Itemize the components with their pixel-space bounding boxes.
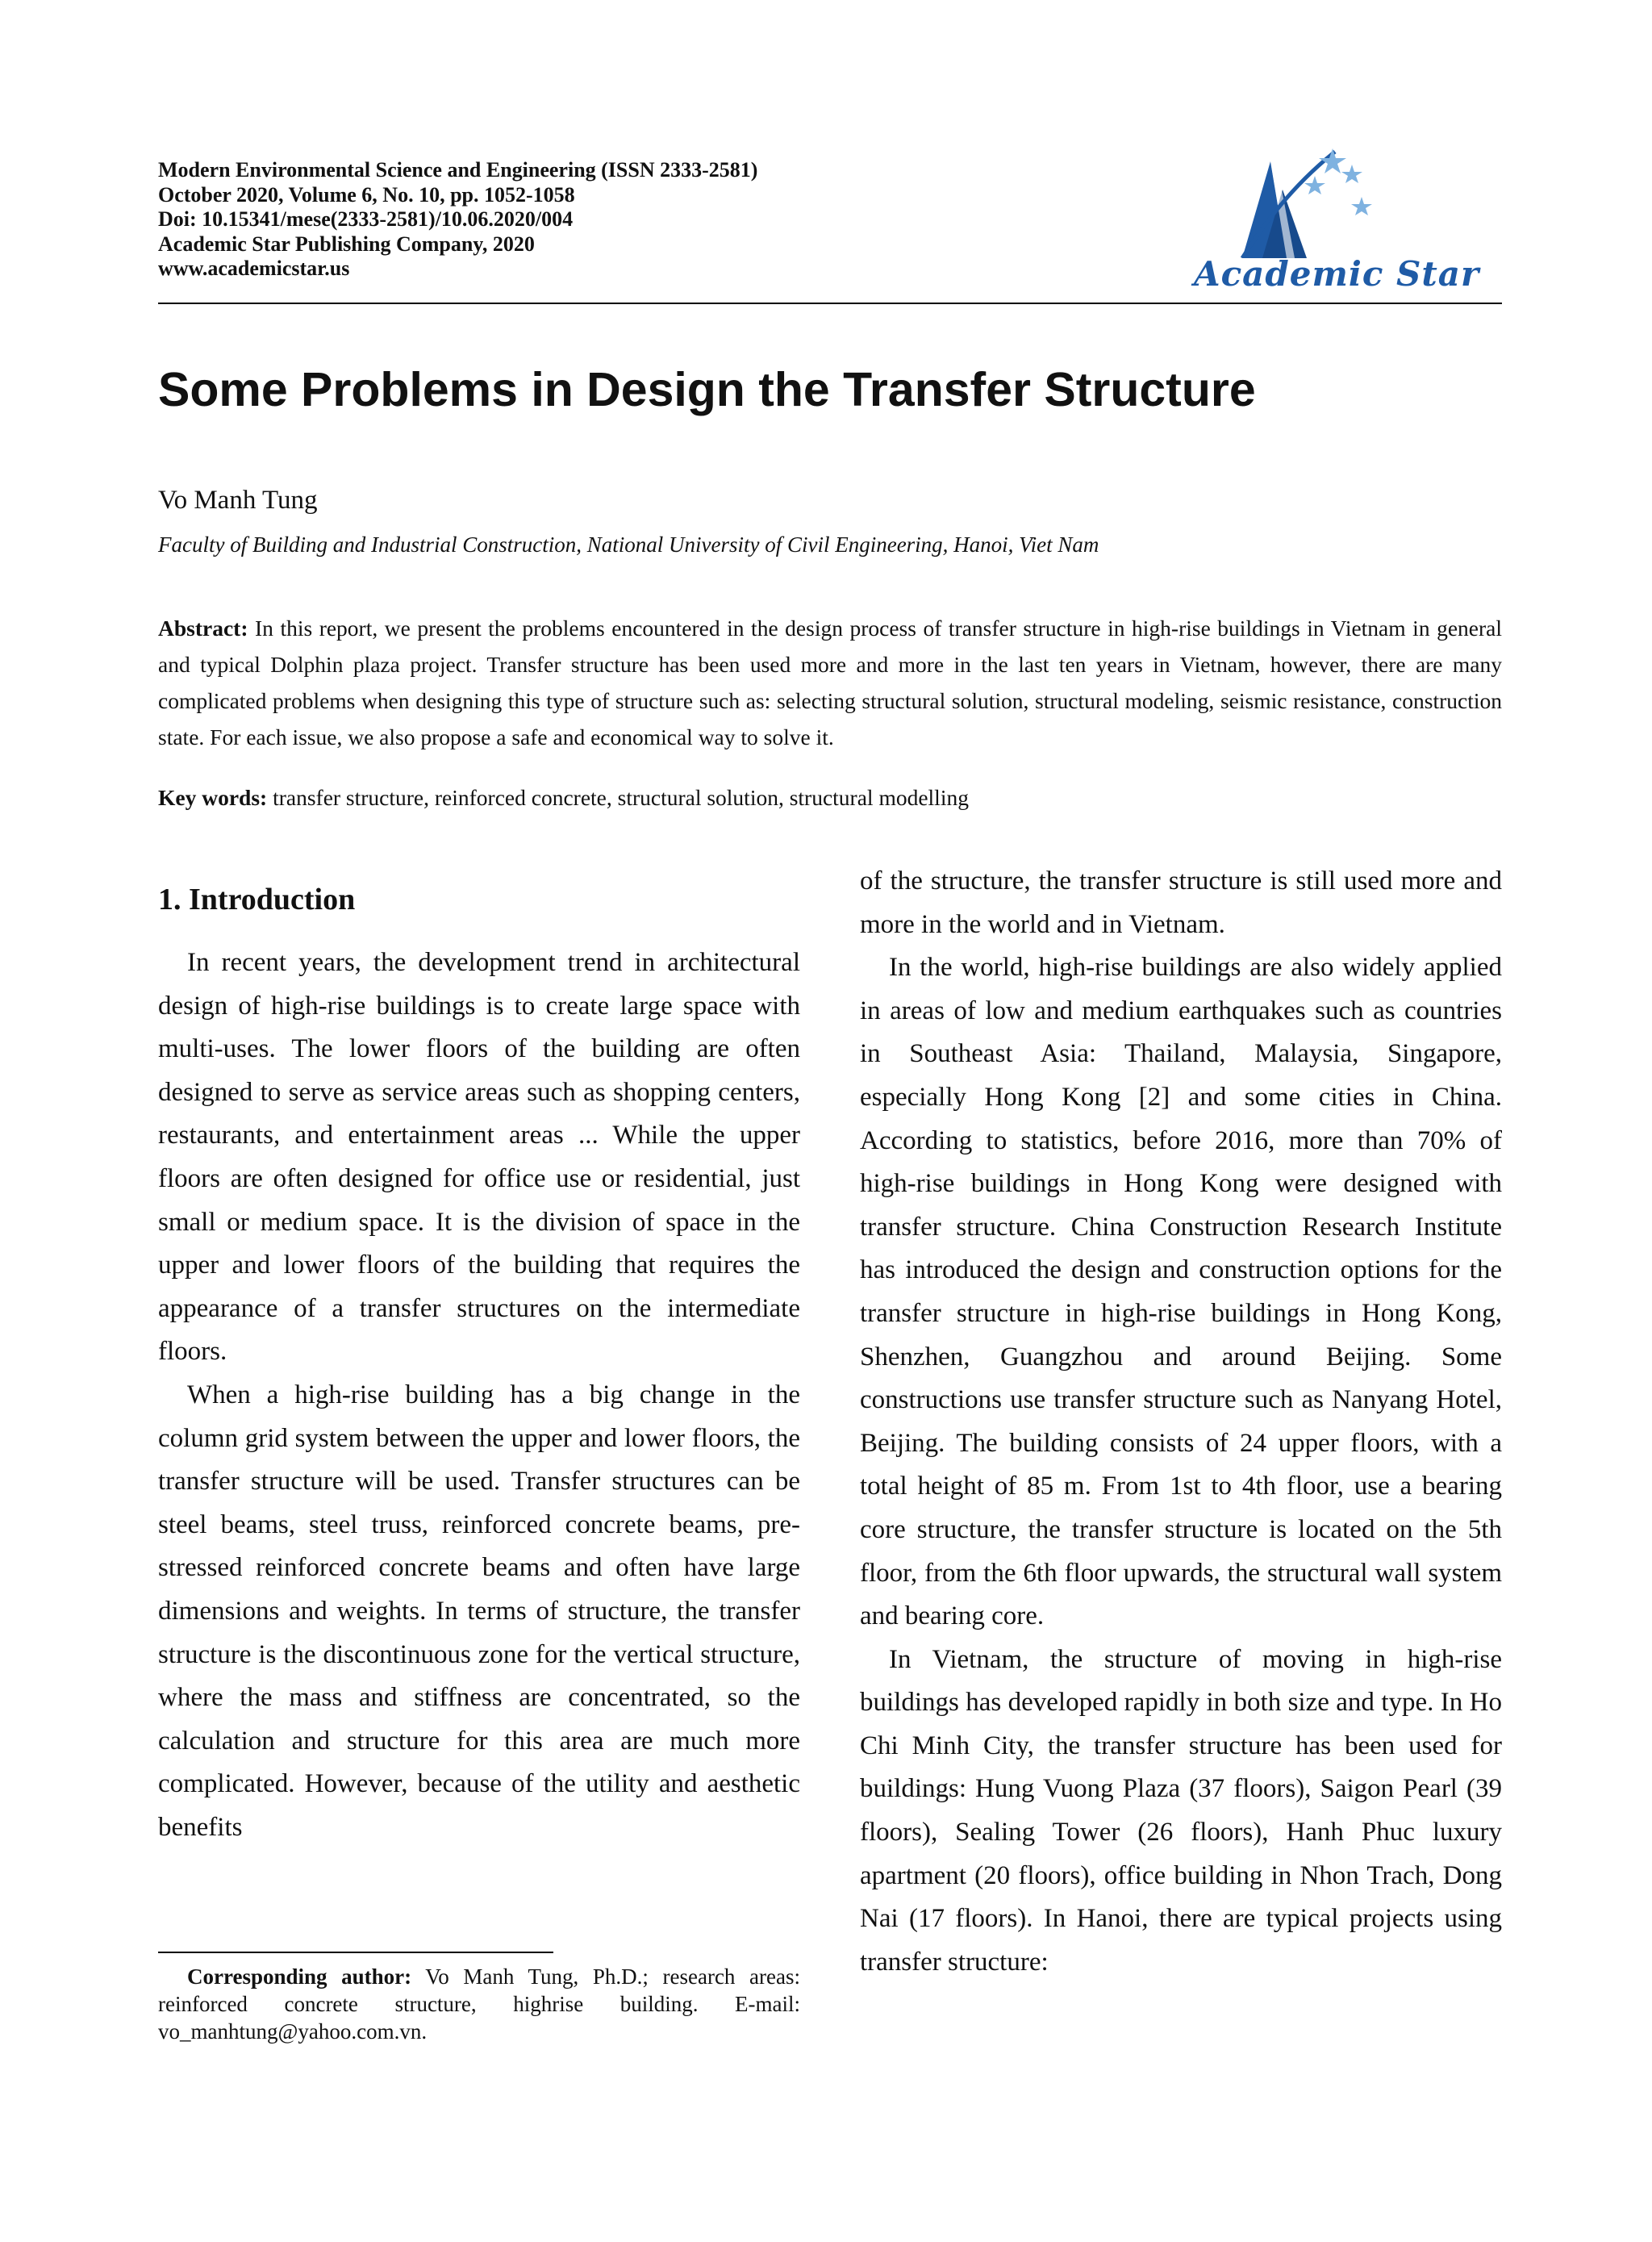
abstract — [158, 610, 1502, 755]
logo-text: Academic Star — [1194, 254, 1480, 294]
body-paragraph: When a high-rise building has a big change in the column grid system between the upper and lower floors, the transfer structure will be used. Transfer structures can be steel beams, steel truss, reinforced concrete beams, pre-stressed reinforced concrete beams and often have large dimensions and weights. In terms of structure, the transfer structure is the discontinuous zone for the vertical structure, where the mass and stiffness are concentrated, so the calculation and structure for this area are much more complicated. However, because of the utility and aesthetic benefits — [158, 1380, 800, 1842]
body-paragraph: In the world, high-rise buildings are also widely applied in areas of low and medium earthquakes such as countries in Southeast Asia: Thailand, Malaysia, Singapore, especially Hong Kong [2] and some cities in China. According to statistics, before 2016, more than 70% of high-rise buildings in Hong Kong were designed with transfer structure. China Construction Research Institute has introduced the design and construction options for the transfer structure in high-rise buildings in Hong Kong, Shenzhen, Guangzhou and around Beijing. Some constructions use transfer structure such as Nanyang Hotel, Beijing. The building consists of 24 upper floors, with a total height of 85 m. From 1st to 4th floor, use a bearing core structure, the transfer structure is located on the 5th floor, from the 6th floor upwards, the structural wall system and bearing core. — [860, 953, 1502, 1631]
issue-info: October 2020, Volume 6, No. 10, pp. 1052-1058 — [158, 182, 575, 207]
left-column — [158, 941, 800, 1849]
keywords-text: transfer structure, reinforced concrete, structural solution, structural modelling — [267, 785, 969, 810]
footnote-label: Corresponding author: — [187, 1964, 412, 1989]
footnote — [158, 1963, 800, 2045]
journal-name: Modern Environmental Science and Engineering (ISSN 2333-2581) — [158, 158, 758, 182]
right-column — [860, 860, 1502, 1984]
author-affiliation: Faculty of Building and Industrial Construction, National University of Civil Engineering, Hanoi, Viet Nam — [158, 532, 1099, 557]
author-name: Vo Manh Tung — [158, 486, 318, 515]
website: www.academicstar.us — [158, 257, 350, 280]
abstract-text: In this report, we present the problems encountered in the design process of transfer structure in high-rise buildings in Vietnam in general and typical Dolphin plaza project. Transfer structure has been used more and more in the last ten years in Vietnam, however, there are many complicated problems when designing this type of structure such as: selecting structural solution, structural modeling, seismic resistance, construction state. For each issue, we also propose a safe and economical way to solve it. — [158, 616, 1502, 749]
header-divider — [158, 303, 1502, 304]
section-heading-introduction: 1. Introduction — [158, 883, 356, 916]
footnote-divider — [158, 1952, 553, 1953]
paper-title: Some Problems in Design the Transfer Structure — [158, 363, 1256, 416]
logo-emblem-icon — [1194, 145, 1468, 258]
journal-info — [158, 158, 1126, 282]
body-paragraph-continued: of the structure, the transfer structure is still used more and more in the world and in Vietnam. — [860, 866, 1502, 939]
keywords-label: Key words: — [158, 785, 268, 810]
academic-star-logo — [1194, 145, 1480, 299]
doi: Doi: 10.15341/mese(2333-2581)/10.06.2020/004 — [158, 207, 574, 231]
publisher: Academic Star Publishing Company, 2020 — [158, 232, 535, 256]
footnote-text: Vo Manh Tung, Ph.D.; research areas: reinforced concrete structure, highrise building. E-mail: vo_manhtung@yahoo.com.vn. — [158, 1964, 800, 2044]
body-paragraph: In Vietnam, the structure of moving in high-rise buildings has developed rapidly in both size and type. In Ho Chi Minh City, the transfer structure has been used for buildings: Hung Vuong Plaza (37 floors), Saigon Pearl (39 floors), Sealing Tower (26 floors), Hanh Phuc luxury apartment (20 floors), office building in Nhon Trach, Dong Nai (17 floors). In Hanoi, there are typical projects using transfer structure: — [860, 1644, 1502, 1977]
body-paragraph: In recent years, the development trend in architectural design of high-rise buildings is to create large space with multi-uses. The lower floors of the building are often designed to serve as service areas such as shopping centers, restaurants, and entertainment areas ... While the upper floors are often designed for office use or residential, just small or medium space. It is the division of space in the upper and lower floors of the building that requires the appearance of a transfer structures on the intermediate floors. — [158, 948, 800, 1367]
abstract-label: Abstract: — [158, 616, 248, 641]
keywords — [158, 779, 1502, 816]
